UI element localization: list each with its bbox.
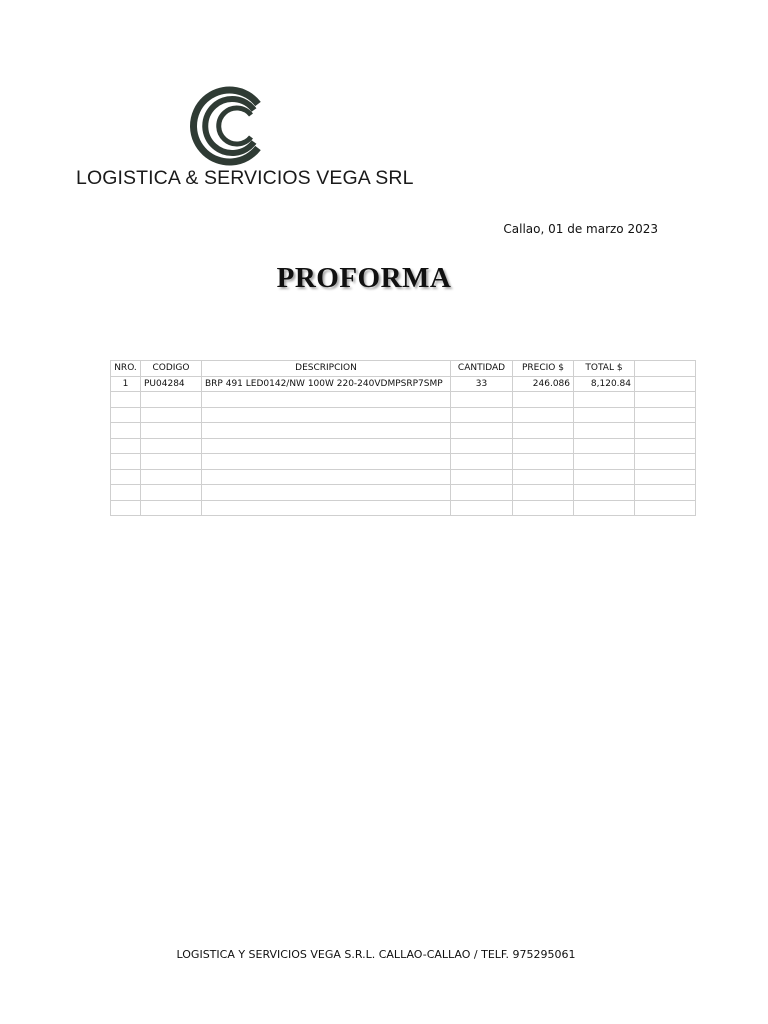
empty-cell — [111, 423, 141, 439]
empty-cell — [513, 392, 574, 408]
empty-cell — [635, 407, 696, 423]
empty-table-row — [111, 500, 696, 516]
empty-cell — [635, 438, 696, 454]
header-cantidad: CANTIDAD — [451, 361, 513, 377]
empty-cell — [574, 469, 635, 485]
empty-cell — [202, 423, 451, 439]
empty-cell — [635, 469, 696, 485]
document-date: Callao, 01 de marzo 2023 — [503, 222, 658, 236]
empty-cell — [202, 485, 451, 501]
empty-cell — [111, 485, 141, 501]
cell-extra — [635, 376, 696, 392]
empty-cell — [574, 454, 635, 470]
empty-table-row — [111, 469, 696, 485]
empty-cell — [451, 392, 513, 408]
empty-table-row — [111, 485, 696, 501]
empty-cell — [574, 423, 635, 439]
empty-cell — [451, 500, 513, 516]
empty-cell — [635, 500, 696, 516]
empty-cell — [451, 454, 513, 470]
header-extra — [635, 361, 696, 377]
empty-cell — [513, 407, 574, 423]
empty-cell — [111, 500, 141, 516]
empty-cell — [202, 500, 451, 516]
empty-cell — [635, 454, 696, 470]
cell-total: 8,120.84 — [574, 376, 635, 392]
items-table — [110, 360, 696, 516]
company-logo — [180, 86, 266, 166]
empty-cell — [141, 500, 202, 516]
cell-nro: 1 — [111, 376, 141, 392]
empty-cell — [141, 454, 202, 470]
empty-table-row — [111, 392, 696, 408]
empty-cell — [574, 407, 635, 423]
empty-table-row — [111, 423, 696, 439]
empty-cell — [141, 469, 202, 485]
empty-cell — [451, 438, 513, 454]
empty-cell — [202, 407, 451, 423]
empty-cell — [635, 423, 696, 439]
logo-inner-arc — [219, 108, 251, 144]
page-footer: LOGISTICA Y SERVICIOS VEGA S.R.L. CALLAO-CALLAO / TELF. 975295061 — [176, 948, 576, 961]
header-total: TOTAL $ — [574, 361, 635, 377]
empty-cell — [202, 392, 451, 408]
empty-cell — [141, 407, 202, 423]
company-name: LOGISTICA & SERVICIOS VEGA SRL — [76, 167, 414, 189]
empty-cell — [141, 485, 202, 501]
empty-cell — [574, 392, 635, 408]
empty-table-row — [111, 407, 696, 423]
empty-cell — [111, 454, 141, 470]
empty-cell — [513, 423, 574, 439]
empty-cell — [574, 485, 635, 501]
document-title: PROFORMA — [276, 262, 452, 294]
header-descripcion: DESCRIPCION — [202, 361, 451, 377]
empty-cell — [141, 392, 202, 408]
empty-cell — [513, 469, 574, 485]
empty-cell — [111, 392, 141, 408]
empty-cell — [202, 438, 451, 454]
empty-cell — [202, 469, 451, 485]
empty-cell — [513, 485, 574, 501]
empty-cell — [202, 454, 451, 470]
empty-cell — [451, 485, 513, 501]
header-codigo: CODIGO — [141, 361, 202, 377]
empty-cell — [451, 407, 513, 423]
empty-table-row — [111, 438, 696, 454]
empty-cell — [513, 438, 574, 454]
empty-cell — [513, 454, 574, 470]
cell-descripcion: BRP 491 LED0142/NW 100W 220-240VDMPSRP7SMP — [202, 376, 451, 392]
cell-cantidad: 33 — [451, 376, 513, 392]
empty-cell — [111, 407, 141, 423]
empty-cell — [451, 469, 513, 485]
empty-cell — [635, 392, 696, 408]
empty-cell — [141, 438, 202, 454]
empty-cell — [635, 485, 696, 501]
empty-cell — [141, 423, 202, 439]
empty-table-row — [111, 454, 696, 470]
empty-cell — [513, 500, 574, 516]
empty-cell — [574, 500, 635, 516]
table-row — [111, 376, 696, 392]
cell-precio: 246.086 — [513, 376, 574, 392]
empty-cell — [111, 469, 141, 485]
empty-cell — [451, 423, 513, 439]
cell-codigo: PU04284 — [141, 376, 202, 392]
header-nro: NRO. — [111, 361, 141, 377]
table-header-row — [111, 361, 696, 377]
empty-cell — [111, 438, 141, 454]
header-precio: PRECIO $ — [513, 361, 574, 377]
empty-cell — [574, 438, 635, 454]
